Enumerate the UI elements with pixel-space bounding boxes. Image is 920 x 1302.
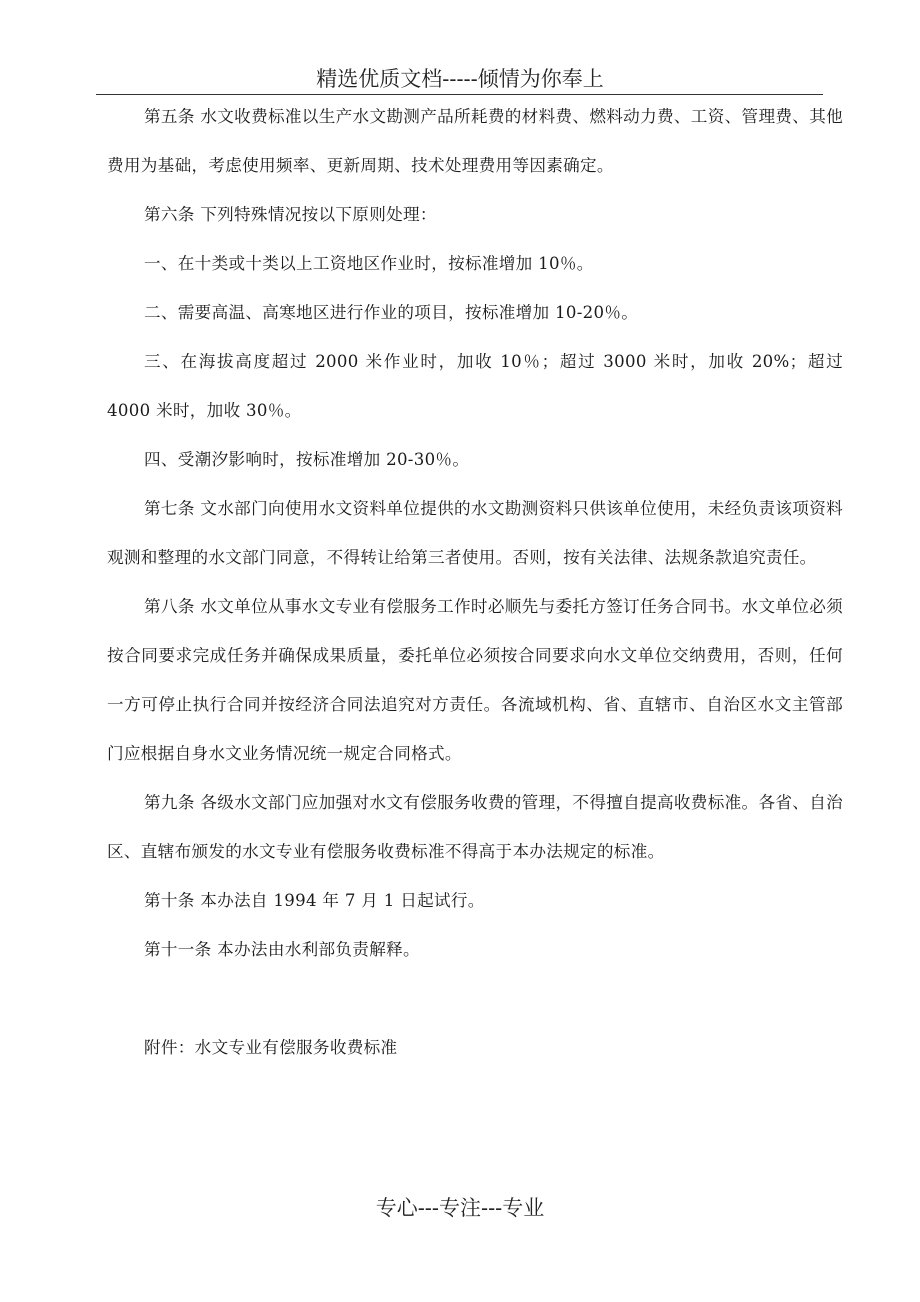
article-9: 第九条 各级水文部门应加强对水文有偿服务收费的管理，不得擅自提高收费标准。各省、自治区、直辖布颁发的水文专业有偿服务收费标准不得高于本办法规定的标准。	[107, 793, 843, 861]
page-footer: 专心---专注---专业	[375, 1196, 545, 1220]
page-header: 精选优质文档-----倾情为你奉上	[316, 67, 604, 91]
article-8: 第八条 水文单位从事水文专业有偿服务工作时必顺先与委托方签订任务合同书。水文单位必须按合同要求完成任务并确保成果质量，委托单位必须按合同要求向水文单位交纳费用，否则，任何一方可停止执行合同并按经济合同法追究对方责任。各流域机构、省、直辖市、自治区水文主管部门应根据自身水文业务情况统一规定合同格式。	[107, 597, 843, 763]
article-6-item-3: 三、在海拔高度超过 2000 米作业时，加收 10％；超过 3000 米时，加收 20%；超过 4000 米时，加收 30％。	[107, 352, 843, 420]
document-body	[107, 92, 843, 1072]
article-6: 第六条 下列特殊情况按以下原则处理：	[144, 205, 437, 224]
article-11: 第十一条 本办法由水利部负责解释。	[144, 940, 420, 959]
article-7: 第七条 文水部门向使用水文资料单位提供的水文勘测资料只供该单位使用，未经负责该项资料观测和整理的水文部门同意，不得转让给第三者使用。否则，按有关法律、法规条款追究责任。	[107, 499, 843, 567]
article-6-item-2: 二、需要高温、高寒地区进行作业的项目，按标准增加 10-20％。	[144, 303, 639, 322]
article-10: 第十条 本办法自 1994 年 7 月 1 日起试行。	[144, 891, 485, 910]
article-6-item-4: 四、受潮汐影响时，按标准增加 20-30％。	[144, 450, 470, 469]
article-5: 第五条 水文收费标准以生产水文勘测产品所耗费的材料费、燃料动力费、工资、管理费、其他费用为基础，考虑使用频率、更新周期、技术处理费用等因素确定。	[107, 107, 843, 175]
article-6-item-1: 一、在十类或十类以上工资地区作业时，按标准增加 10％。	[144, 254, 594, 273]
attachment-note: 附件：水文专业有偿服务收费标准	[144, 1038, 398, 1057]
spacer	[107, 974, 843, 1023]
